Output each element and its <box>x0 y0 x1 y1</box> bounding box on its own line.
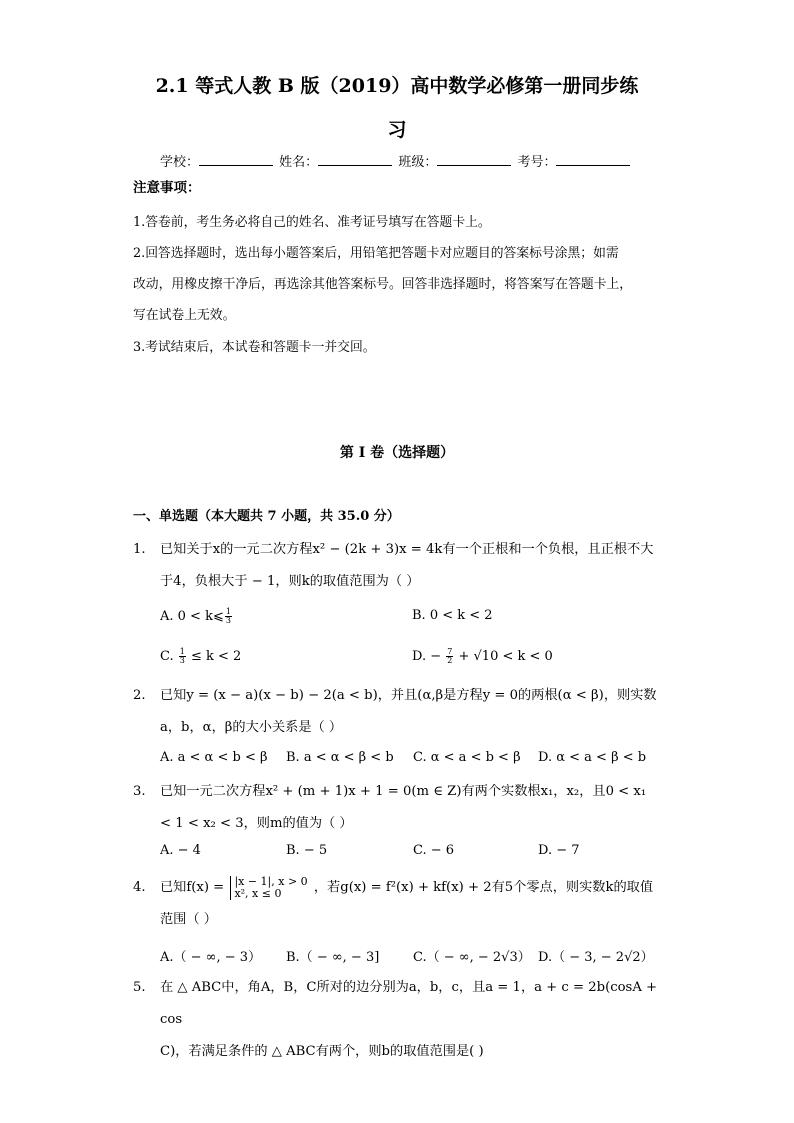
fraction-denominator: 3 <box>225 616 231 625</box>
title-line-2: 习 <box>387 119 407 141</box>
option-a[interactable] <box>160 608 233 625</box>
option-a[interactable]: A. − 4 <box>160 843 201 858</box>
question-number: 3. <box>133 784 146 799</box>
option-d[interactable]: D. α < a < β < b <box>538 750 647 765</box>
option-a[interactable]: A.（ − ∞, − 3） <box>160 950 262 965</box>
section-title: 第 I 卷（选择题） <box>339 445 455 461</box>
question-number: 2. <box>133 688 146 703</box>
question-1 <box>133 534 663 598</box>
question-text-line: 范围（ ） <box>160 912 217 927</box>
option-d[interactable]: D. − 7 <box>538 843 580 858</box>
piece-1: |x − 1|, x > 0 <box>234 874 308 888</box>
notice-item: 1.答卷前，考生务必将自己的姓名、准考证号填写在答题卡上。 <box>133 215 491 230</box>
part-title: 一、单选题（本大题共 7 小题，共 35.0 分） <box>133 509 400 524</box>
option-d[interactable]: D.（ − 3, − 2√2） <box>538 950 654 965</box>
question-2 <box>133 680 663 744</box>
class-label: 班级： <box>398 155 438 170</box>
fraction <box>179 648 186 665</box>
student-info-row <box>160 151 640 170</box>
fraction <box>446 648 453 665</box>
option-c[interactable]: C. − 6 <box>413 843 455 858</box>
option-c[interactable]: C.（ − ∞, − 2√3） <box>413 950 531 965</box>
number-label: 考号： <box>517 155 557 170</box>
option-b[interactable]: B. − 5 <box>286 843 328 858</box>
question-text-line: 已知y = (x − a)(x − b) − 2(a < b)，并且(α,β是方程y = 0的两根(α < β)，则实数 <box>160 688 657 703</box>
option-d-tail: + √10 < k < 0 <box>458 649 553 664</box>
notice-item: 2.回答选择题时，选出每小题答案后，用铅笔把答题卡对应题目的答案标号涂黑；如需 <box>133 246 619 261</box>
option-b[interactable]: B. a < α < β < b <box>286 750 394 765</box>
question-3 <box>133 776 663 840</box>
question-text-line: a，b，α，β的大小关系是（ ） <box>160 720 343 735</box>
school-blank[interactable] <box>199 153 273 166</box>
number-blank[interactable] <box>556 153 630 166</box>
document-title <box>100 64 694 152</box>
question-text-line: 于4，负根大于 − 1，则k的取值范围为（ ） <box>160 574 420 589</box>
option-c-tail: ≤ k < 2 <box>191 649 242 664</box>
option-a[interactable]: A. a < α < b < β <box>160 750 268 765</box>
question-5 <box>133 972 663 1068</box>
question-number: 5. <box>133 980 146 995</box>
option-b[interactable]: B.（ − ∞, − 3] <box>286 950 380 965</box>
question-text-line <box>160 872 663 904</box>
question-text-line: 已知关于x的一元二次方程x² − (2k + 3)x = 4k有一个正根和一个负根，且正根不大 <box>160 542 654 557</box>
question-text-line: 在 △ ABC中，角A，B，C所对的边分别为a，b，c，且a = 1，a + c = 2b(cosA + cos <box>160 980 658 1027</box>
fraction-denominator: 3 <box>179 656 185 665</box>
fraction-numerator: 7 <box>447 647 453 656</box>
class-blank[interactable] <box>437 153 511 166</box>
option-c[interactable]: C. α < a < b < β <box>413 750 521 765</box>
question-text-line: 已知一元二次方程x² + (m + 1)x + 1 = 0(m ∈ Z)有两个实数根x₁，x₂，且0 < x₁ <box>160 784 647 799</box>
title-line-1: 2.1 等式人教 B 版（2019）高中数学必修第一册同步练 <box>155 75 639 97</box>
option-c-text: C. <box>160 649 174 664</box>
question-text-post: ，若g(x) = f²(x) + kf(x) + 2有5个零点，则实数k的取值 <box>313 880 654 895</box>
fraction-numerator: 1 <box>225 607 231 616</box>
question-number: 4. <box>133 880 146 895</box>
name-blank[interactable] <box>318 153 392 166</box>
fraction-denominator: 2 <box>447 656 453 665</box>
question-number: 1. <box>133 542 146 557</box>
notice-item: 写在试卷上无效。 <box>133 308 236 323</box>
option-a-text: A. 0 < k⩽ <box>160 609 224 624</box>
notice-title: 注意事项： <box>133 180 201 196</box>
option-c[interactable] <box>160 648 241 665</box>
question-text-pre: 已知f(x) = <box>160 880 225 895</box>
name-label: 姓名： <box>279 155 319 170</box>
question-text-line: C)，若满足条件的 △ ABC有两个，则b的取值范围是( ) <box>160 1044 484 1059</box>
notice-item: 3.考试结束后，本试卷和答题卡一并交回。 <box>133 340 376 355</box>
fraction <box>225 608 232 625</box>
question-4 <box>133 872 663 936</box>
piecewise-function <box>230 876 307 900</box>
school-label: 学校： <box>160 155 200 170</box>
option-b[interactable]: B. 0 < k < 2 <box>412 608 493 623</box>
question-text-line: < 1 < x₂ < 3，则m的值为（ ） <box>160 816 353 831</box>
option-d[interactable] <box>412 648 553 665</box>
notice-item: 改动，用橡皮擦干净后，再选涂其他答案标号。回答非选择题时，将答案写在答题卡上， <box>133 277 633 292</box>
option-d-text: D. − <box>412 649 442 664</box>
fraction-numerator: 1 <box>179 647 185 656</box>
piece-2: x², x ≤ 0 <box>234 886 282 900</box>
